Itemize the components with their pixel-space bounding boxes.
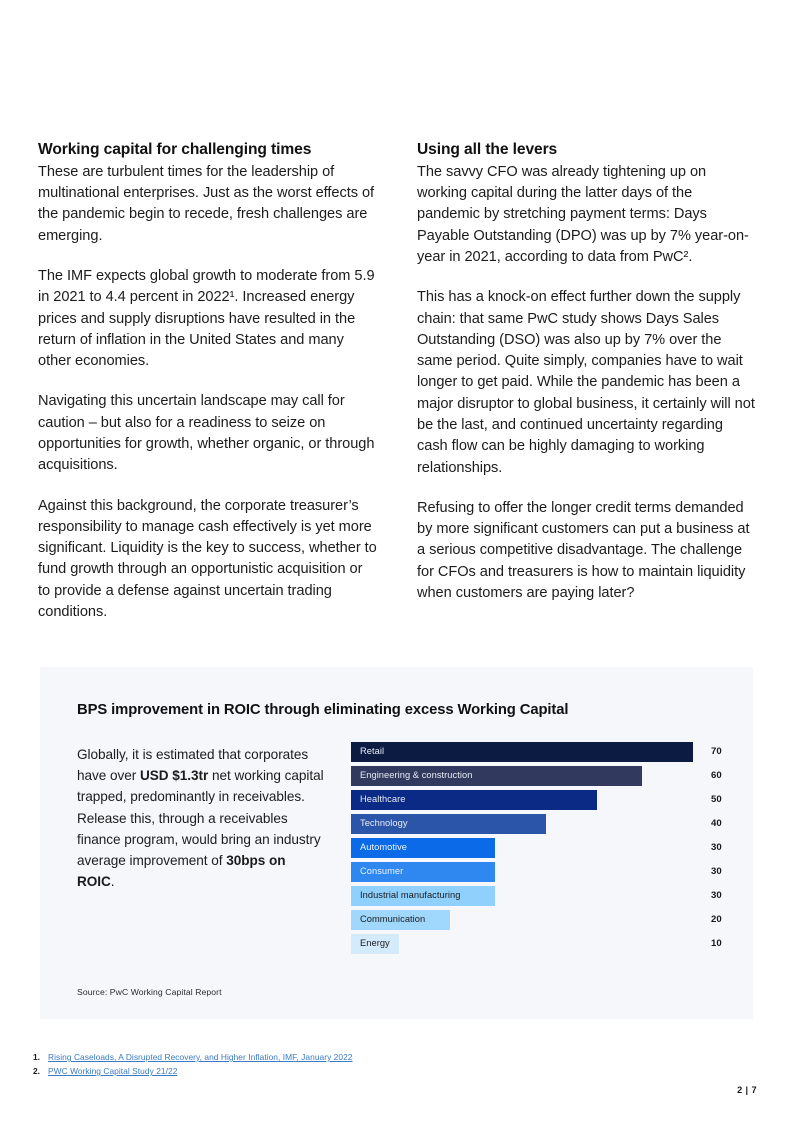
bar-track	[351, 910, 693, 930]
right-column	[417, 140, 756, 623]
right-paragraph-1: The savvy CFO was already tightening up on working capital during the latter days of the pandemic by stretching payment terms: Days Payable Outstanding (DPO) was up by 7% year-on-year in 2021, according to data from PwC².	[417, 163, 749, 265]
bar	[351, 910, 450, 930]
bar	[351, 790, 597, 810]
footnotes	[33, 1052, 633, 1080]
bar-value-label: 60	[711, 770, 722, 781]
bar-category-label: Communication	[360, 914, 426, 925]
right-paragraph-3: Refusing to offer the longer credit terms demanded by more significant customers can put a business at a serious competitive disadvantage. The challenge for CFOs and treasurers is how to maintain liquidity when customers are paying later?	[417, 499, 750, 602]
footnote-row	[33, 1066, 633, 1077]
chart-title: BPS improvement in ROIC through eliminating excess Working Capital	[77, 702, 569, 718]
left-paragraph-3: Navigating this uncertain landscape may call for caution – but also for a readiness to seize on opportunities for growth, whether organic, or through acquisitions.	[38, 393, 375, 474]
bar-row	[351, 814, 735, 834]
bar-value-label: 10	[711, 938, 722, 949]
bar-track	[351, 766, 693, 786]
left-paragraph-1: These are turbulent times for the leadership of multinational enterprises. Just as the worst effects of the pandemic begin to recede, fresh challenges are emerging.	[38, 163, 375, 244]
page-number: 2 | 7	[737, 1085, 757, 1095]
bar	[351, 862, 495, 882]
left-paragraph-2: The IMF expects global growth to moderate from 5.9 in 2021 to 4.4 percent in 2022¹. Increased energy prices and supply disruptions have resulted in the return of inflation in the United States and many other economies.	[38, 267, 375, 370]
bar-row	[351, 910, 735, 930]
bar-chart	[351, 742, 735, 958]
left-column-heading: Working capital for challenging times	[38, 141, 312, 158]
footnote-row	[33, 1052, 633, 1063]
bar	[351, 886, 495, 906]
bar	[351, 742, 693, 762]
bar	[351, 766, 642, 786]
bar-row	[351, 790, 735, 810]
footnote-link[interactable]: Rising Caseloads, A Disrupted Recovery, and Higher Inflation, IMF, January 2022	[48, 1052, 353, 1062]
bar-category-label: Technology	[360, 818, 408, 829]
bar-category-label: Consumer	[360, 866, 404, 877]
bar-value-label: 50	[711, 794, 722, 805]
bar	[351, 814, 546, 834]
bar-value-label: 30	[711, 842, 722, 853]
chart-source: Source: PwC Working Capital Report	[77, 987, 222, 997]
bar-value-label: 20	[711, 914, 722, 925]
bar-track	[351, 742, 693, 762]
bar-category-label: Engineering & construction	[360, 770, 473, 781]
bar-value-label: 40	[711, 818, 722, 829]
bar	[351, 934, 399, 954]
chart-panel-body	[77, 742, 735, 958]
bar-row	[351, 934, 735, 954]
bar-category-label: Energy	[360, 938, 390, 949]
left-column	[38, 140, 377, 623]
bar-category-label: Automotive	[360, 842, 408, 853]
bar-track	[351, 886, 693, 906]
right-column-heading: Using all the levers	[417, 141, 558, 158]
bar-row	[351, 886, 735, 906]
bar	[351, 838, 495, 858]
bar-track	[351, 814, 693, 834]
bar-track	[351, 790, 693, 810]
bar-category-label: Industrial manufacturing	[360, 890, 461, 901]
footnote-link[interactable]: PWC Working Capital Study 21/22	[48, 1065, 178, 1076]
bar-value-label: 70	[711, 746, 722, 757]
footnote-number: 1.	[33, 1052, 40, 1062]
right-paragraph-2: This has a knock-on effect further down the supply chain: that same PwC study shows Days Sales Outstanding (DSO) was also up by 7% over the same period. Quite simply, companies have to wait longer to get paid. While the pandemic has been a major disruptor to global business, it certainly will not be the last, and continued uncertainty regarding cash flow can be highly damaging to working relationships.	[417, 289, 755, 476]
bar-track	[351, 934, 693, 954]
bar-category-label: Retail	[360, 746, 385, 757]
bar-row	[351, 838, 735, 858]
bar-row	[351, 766, 735, 786]
bar-row	[351, 862, 735, 882]
chart-description: Globally, it is estimated that corporates have over USD $1.3tr net working capital trapped, predominantly in receivables. Release this, through a receivables finance program, would bring an industry average improvement of 30bps on ROIC.	[77, 747, 324, 890]
bar-value-label: 30	[711, 866, 722, 877]
bar-row	[351, 742, 735, 762]
chart-panel	[40, 667, 753, 1019]
left-paragraph-4: Against this background, the corporate treasurer’s responsibility to manage cash effectively is yet more significant. Liquidity is the key to success, whether to fund growth through an opportunistic acquisition or to provide a defense against uncertain trading conditions.	[38, 497, 377, 621]
footnote-number: 2.	[33, 1065, 40, 1076]
bar-track	[351, 838, 693, 858]
bar-category-label: Healthcare	[360, 794, 406, 805]
bar-value-label: 30	[711, 890, 722, 901]
article-body	[38, 140, 756, 623]
bar-track	[351, 862, 693, 882]
